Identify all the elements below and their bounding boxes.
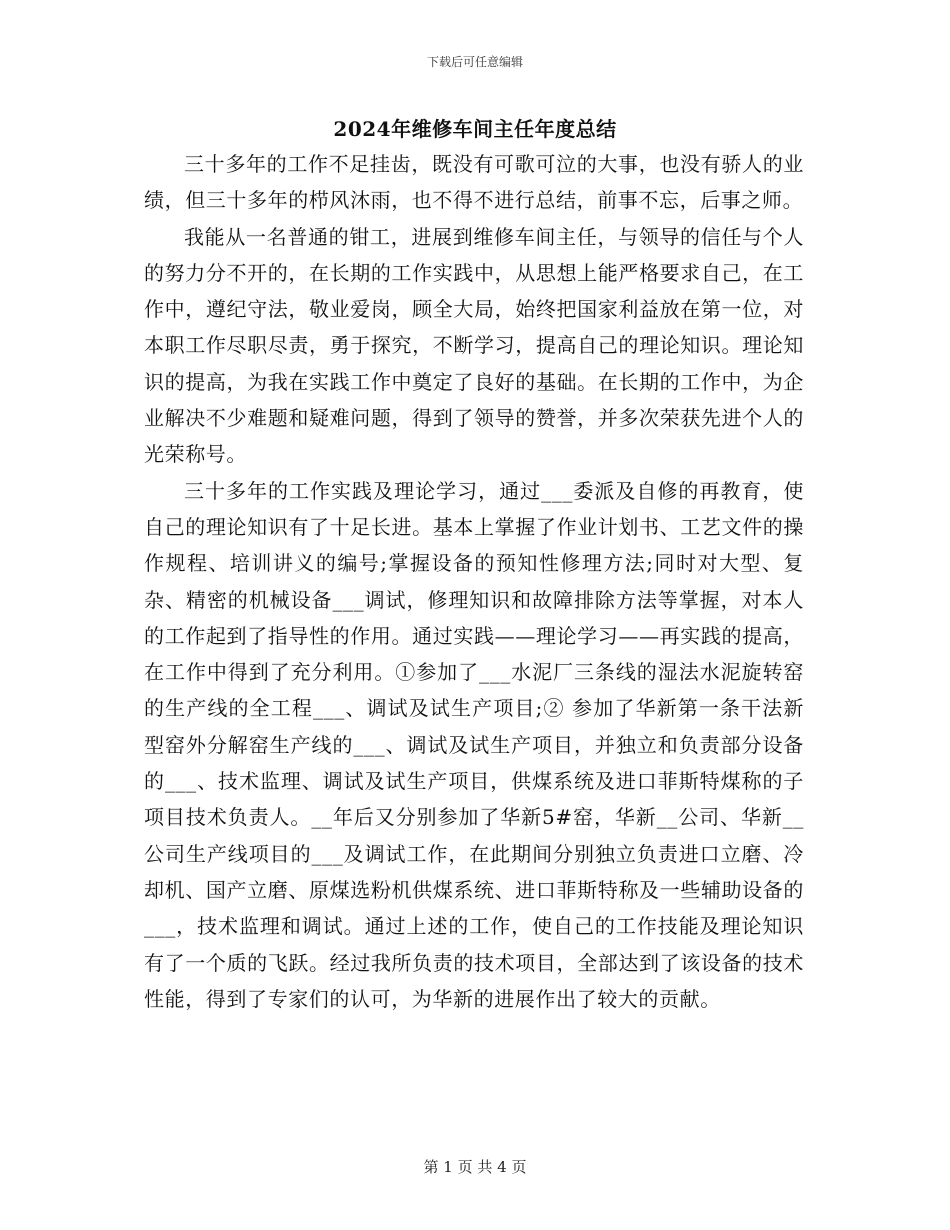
header-note: 下载后可任意编辑 xyxy=(426,55,523,69)
paragraph-3: 三十多年的工作实践及理论学习，通过___委派及自修的再教育，使自己的理论知识有了十足长进。基本上掌握了作业计划书、工艺文件的操作规程、培训讲义的编号;掌握设备的预知性修理方法;同时对大型、复杂、精密的机械设备___调试，修理知识和故障排除方法等掌握，对本人的工作起到了指导性的作用。通过实践——理论学习——再实践的提高，在工作中得到了充分利用。①参加了___水泥厂三条线的湿法水泥旋转窑的生产线的全工程___、调试及试生产项目;② 参加了华新第一条干法新型窑外分解窑生产线的___、调试及试生产项目，并独立和负责部分设备的___、技术监理、调试及试生产项目，供煤系统及进口菲斯特煤称的子项目技术负责人。__年后又分别参加了华新5#窑，华新__公司、华新__公司生产线项目的___及调试工作，在此期间分别独立负责进口立磨、冷却机、国产立磨、原煤选粉机供煤系统、进口菲斯特称及一些辅助设备的___，技术监理和调试。通过上述的工作，使自己的工作技能及理论知识有了一个质的飞跃。经过我所负责的技术项目，全部达到了该设备的技术性能，得到了专家们的认可，为华新的进展作出了较大的贡献。 xyxy=(144,478,804,1011)
paragraph-1: 三十多年的工作不足挂齿，既没有可歌可泣的大事，也没有骄人的业绩，但三十多年的栉风沐雨，也不得不进行总结，前事不忘，后事之师。 xyxy=(144,152,804,213)
page-indicator: 第 1 页 共 4 页 xyxy=(423,1158,527,1176)
paragraph-2: 我能从一名普通的钳工，进展到维修车间主任，与领导的信任与个人的努力分不开的，在长期的工作实践中，从思想上能严格要求自己，在工作中，遵纪守法，敬业爱岗，顾全大局，始终把国家利益放在第一位，对本职工作尽职尽责，勇于探究，不断学习，提高自己的理论知识。理论知识的提高，为我在实践工作中奠定了良好的基础。在长期的工作中，为企业解决不少难题和疑难问题，得到了领导的赞誉，并多次荣获先进个人的光荣称号。 xyxy=(144,224,804,467)
document-body xyxy=(144,146,804,1017)
document-title: 2024年维修车间主任年度总结 xyxy=(333,117,617,141)
